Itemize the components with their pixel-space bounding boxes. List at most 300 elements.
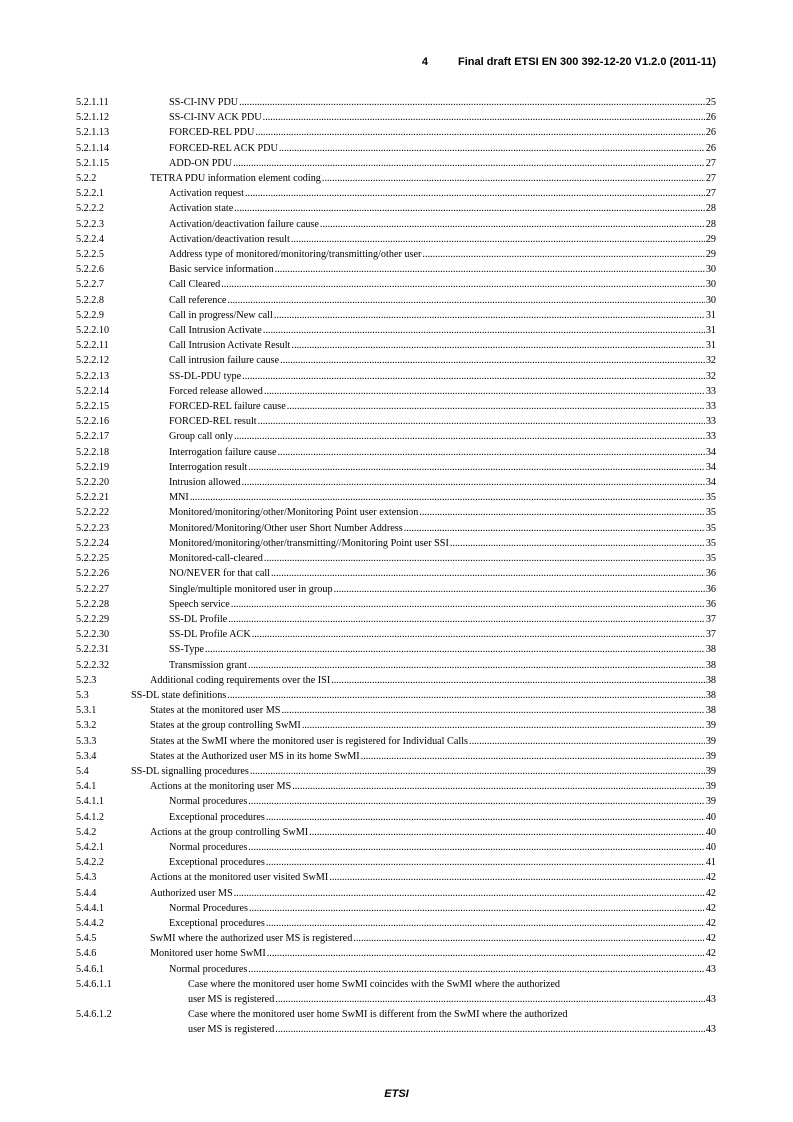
dot-leader: [287, 399, 705, 414]
toc-entry-page: 29: [705, 249, 716, 261]
toc-entry-number: 5.3.2: [76, 720, 97, 732]
toc-entry-title: FORCED-REL ACK PDU: [169, 142, 278, 154]
toc-entry-title: SS-DL state definitions: [131, 689, 227, 701]
toc-entry[interactable]: [76, 582, 716, 597]
document-title: Final draft ETSI EN 300 392-12-20 V1.2.0 (2011-11): [457, 56, 716, 68]
toc-entry-page: 33: [705, 401, 716, 413]
toc-entry[interactable]: [76, 429, 716, 444]
dot-leader: [275, 992, 705, 1007]
toc-entry-number: 5.4.3: [76, 872, 97, 884]
toc-entry-number: 5.4.1: [76, 781, 97, 793]
toc-entry[interactable]: [76, 262, 716, 277]
toc-entry-title: Call Intrusion Activate: [169, 325, 262, 337]
toc-entry[interactable]: [76, 673, 716, 688]
dot-leader: [248, 962, 704, 977]
toc-entry-title: Normal Procedures: [169, 902, 248, 914]
toc-entry-title: SS-DL Profile ACK: [169, 629, 251, 641]
toc-entry[interactable]: [76, 505, 716, 520]
toc-entry-page: 39: [705, 781, 716, 793]
toc-entry-page: 43: [705, 1024, 716, 1036]
toc-entry[interactable]: [76, 810, 716, 825]
toc-entry-number: 5.4.1.1: [76, 796, 105, 808]
toc-entry-number: 5.4: [76, 765, 89, 777]
toc-entry-title: States at the monitored user MS: [150, 705, 281, 717]
dot-leader: [322, 171, 705, 186]
toc-entry-page: 38: [705, 689, 716, 701]
toc-entry-number: 5.2.2.26: [76, 568, 110, 580]
toc-entry-title: Intrusion allowed: [169, 477, 241, 489]
toc-entry-number: 5.4.6.1.1: [76, 978, 112, 990]
toc-entry-number: 5.2.1.15: [76, 157, 110, 169]
toc-entry-title: Monitored user home SwMI: [150, 948, 266, 960]
dot-leader: [353, 931, 705, 946]
toc-entry-title: Transmission grant: [169, 659, 248, 671]
toc-entry-title: States at the Authorized user MS in its home SwMI: [150, 750, 360, 762]
toc-entry-number: 5.2.2: [76, 173, 97, 185]
toc-entry-title: SS-CI-INV PDU: [169, 97, 239, 108]
dot-leader: [255, 125, 704, 140]
dot-leader: [279, 141, 705, 156]
toc-entry[interactable]: [76, 718, 716, 733]
toc-entry-page: 34: [705, 477, 716, 489]
toc-entry-title: Single/multiple monitored user in group: [169, 583, 333, 595]
dot-leader: [248, 840, 704, 855]
toc-entry-title: Case where the monitored user home SwMI is different from the SwMI where the authorized: [188, 1009, 568, 1021]
toc-entry-title: Case where the monitored user home SwMI coincides with the SwMI where the authorized: [188, 978, 561, 990]
toc-entry[interactable]: [76, 855, 716, 870]
toc-entry-number: 5.2.2.17: [76, 431, 110, 443]
toc-entry-page: 38: [705, 644, 716, 656]
toc-entry-page: 35: [705, 492, 716, 504]
toc-entry-number: 5.2.1.14: [76, 142, 110, 154]
toc-entry-page: 35: [705, 537, 716, 549]
dot-leader: [258, 414, 705, 429]
toc-entry-title: Actions at the group controlling SwMI: [150, 826, 309, 838]
toc-entry-title: Interrogation failure cause: [169, 446, 277, 458]
toc-entry-title: Exceptional procedures: [169, 917, 265, 929]
dot-leader: [266, 916, 705, 931]
toc-entry[interactable]: [76, 399, 716, 414]
toc-entry-page: 26: [705, 112, 716, 124]
toc-entry-number: 5.2.2.6: [76, 264, 105, 276]
toc-entry[interactable]: [76, 962, 716, 977]
dot-leader: [334, 582, 705, 597]
toc-entry-page: 36: [705, 568, 716, 580]
toc-entry-title: Activation state: [169, 203, 234, 215]
toc-entry[interactable]: [76, 277, 716, 292]
toc-entry-page: 28: [705, 218, 716, 230]
toc-entry[interactable]: [76, 217, 716, 232]
dot-leader: [242, 475, 705, 490]
toc-entry-number: 5.2.2.19: [76, 461, 110, 473]
dot-leader: [234, 429, 705, 444]
toc-entry[interactable]: [76, 110, 716, 125]
toc-entry-page: 36: [705, 583, 716, 595]
toc-entry-number: 5.2.2.1: [76, 188, 105, 200]
toc-entry-title: SS-DL-PDU type: [169, 370, 242, 382]
toc-entry[interactable]: [76, 688, 716, 703]
toc-entry-page: 42: [705, 872, 716, 884]
dot-leader: [309, 825, 705, 840]
dot-leader: [281, 703, 704, 718]
toc-entry-title: FORCED-REL PDU: [169, 127, 255, 139]
toc-entry-title: SS-DL Profile: [169, 613, 228, 625]
toc-entry-page: 39: [705, 765, 716, 777]
toc-entry[interactable]: [76, 308, 716, 323]
toc-entry-title: States at the SwMI where the monitored user is registered for Individual Calls: [150, 735, 469, 747]
toc-entry-number: 5.4.6.1: [76, 963, 105, 975]
toc-entry-page: 42: [705, 887, 716, 899]
toc-entry-number: 5.2.2.11: [76, 340, 109, 352]
dot-leader: [469, 734, 705, 749]
toc-entry-number: 5.2.2.20: [76, 477, 110, 489]
dot-leader: [291, 232, 705, 247]
dot-leader: [331, 673, 705, 688]
toc-entry-page: 25: [705, 97, 716, 108]
dot-leader: [245, 186, 705, 201]
toc-entry-title: NO/NEVER for that call: [169, 568, 270, 580]
toc-entry-number: 5.2.2.9: [76, 309, 105, 321]
dot-leader: [249, 901, 705, 916]
toc-entry[interactable]: [76, 323, 716, 338]
toc-entry[interactable]: [76, 658, 716, 673]
toc-entry-number: 5.2.2.27: [76, 583, 110, 595]
toc-entry-page: 43: [705, 993, 716, 1005]
toc-entry-page: 40: [705, 841, 716, 853]
dot-leader: [404, 521, 705, 536]
toc-entry[interactable]: [76, 338, 716, 353]
toc-entry-page: 36: [705, 598, 716, 610]
toc-entry-title: Authorized user MS: [150, 887, 233, 899]
toc-entry-number: 5.4.2: [76, 826, 97, 838]
toc-entry-page: 33: [705, 385, 716, 397]
toc-entry-number: 5.2.2.5: [76, 249, 105, 261]
dot-leader: [263, 323, 705, 338]
toc-entry-title: Monitored-call-cleared: [169, 553, 263, 565]
dot-leader: [274, 308, 705, 323]
toc-entry-number: 5.2.2.21: [76, 492, 110, 504]
table-of-contents: [76, 95, 716, 1038]
dot-leader: [275, 262, 705, 277]
toc-entry-number: 5.4.2.1: [76, 841, 105, 853]
toc-entry-page: 40: [705, 811, 716, 823]
toc-entry-page: 34: [705, 446, 716, 458]
toc-entry-number: 5.2.1.11: [76, 97, 109, 108]
toc-entry-page: 33: [705, 431, 716, 443]
toc-entry-page: 30: [705, 279, 716, 291]
dot-leader: [271, 566, 705, 581]
toc-entry-number: 5.3.3: [76, 735, 97, 747]
toc-entry-page: 35: [705, 553, 716, 565]
toc-entry-number: 5.2.2.3: [76, 218, 105, 230]
dot-leader: [266, 810, 705, 825]
toc-entry-number: 5.2.2.22: [76, 507, 110, 519]
toc-entry-title: Call intrusion failure cause: [169, 355, 280, 367]
toc-entry-title: SS-DL signalling procedures: [131, 765, 249, 777]
toc-entry-page: 27: [705, 188, 716, 200]
dot-leader: [291, 338, 704, 353]
toc-entry-number: 5.4.1.2: [76, 811, 105, 823]
toc-entry-title: Speech service: [169, 598, 230, 610]
toc-entry-number: 5.2.2.12: [76, 355, 110, 367]
toc-entry-number: 5.4.6: [76, 948, 97, 960]
toc-entry-number: 5.2.2.10: [76, 325, 110, 337]
page-footer: ETSI: [384, 1088, 409, 1100]
toc-entry-title: Monitored/monitoring/other/Monitoring Point user extension: [169, 507, 419, 519]
toc-entry-page: 42: [705, 917, 716, 929]
toc-entry[interactable]: [76, 414, 716, 429]
toc-entry-number: 5.2.2.29: [76, 613, 110, 625]
toc-entry[interactable]: [76, 475, 716, 490]
toc-entry-page: 38: [705, 659, 716, 671]
toc-entry-title: Normal procedures: [169, 841, 248, 853]
toc-entry[interactable]: [76, 460, 716, 475]
dot-leader: [205, 642, 705, 657]
toc-entry-number: 5.4.5: [76, 933, 97, 945]
toc-entry-number: 5.4.4: [76, 887, 97, 899]
toc-entry-title: Interrogation result: [169, 461, 248, 473]
toc-entry-title: FORCED-REL result: [169, 416, 257, 428]
toc-entry[interactable]: [76, 977, 716, 1007]
toc-entry-number: 5.3.1: [76, 705, 97, 717]
toc-entry-number: 5.2.2.28: [76, 598, 110, 610]
toc-entry-title: Actions at the monitoring user MS: [150, 781, 292, 793]
toc-entry-title: Normal procedures: [169, 796, 248, 808]
toc-entry-number: 5.4.4.1: [76, 902, 105, 914]
toc-entry-title: MNI: [169, 492, 189, 504]
toc-entry-page: 33: [705, 416, 716, 428]
toc-entry-page: 37: [705, 629, 716, 641]
toc-entry-number: 5.2.2.8: [76, 294, 105, 306]
toc-entry-title: Activation/deactivation result: [169, 233, 290, 245]
toc-entry-title-continued: user MS is registered: [188, 1024, 275, 1036]
toc-entry-number: 5.2.2.24: [76, 537, 110, 549]
toc-entry[interactable]: [76, 794, 716, 809]
toc-entry[interactable]: [76, 612, 716, 627]
dot-leader: [233, 156, 705, 171]
toc-entry[interactable]: [76, 156, 716, 171]
toc-entry-number: 5.2.2.4: [76, 233, 105, 245]
toc-entry-title: Address type of monitored/monitoring/transmitting/other user: [169, 249, 422, 261]
toc-entry[interactable]: [76, 566, 716, 581]
toc-entry-page: 27: [705, 173, 716, 185]
dot-leader: [248, 460, 704, 475]
toc-entry-page: 40: [705, 826, 716, 838]
toc-entry[interactable]: [76, 627, 716, 642]
dot-leader: [361, 749, 705, 764]
dot-leader: [302, 718, 705, 733]
toc-entry-number: 5.4.2.2: [76, 857, 105, 869]
dot-leader: [234, 886, 705, 901]
dot-leader: [329, 870, 705, 885]
toc-entry[interactable]: [76, 870, 716, 885]
toc-entry-page: 32: [705, 355, 716, 367]
toc-entry-title: Normal procedures: [169, 963, 248, 975]
toc-entry[interactable]: [76, 490, 716, 505]
page-header: [0, 56, 716, 68]
toc-entry-title: Activation request: [169, 188, 244, 200]
toc-entry-title: Call reference: [169, 294, 227, 306]
toc-entry[interactable]: [76, 247, 716, 262]
toc-entry[interactable]: [76, 171, 716, 186]
dot-leader: [234, 201, 705, 216]
toc-entry-page: 39: [705, 796, 716, 808]
toc-entry-number: 5.2.2.14: [76, 385, 110, 397]
toc-entry[interactable]: [76, 186, 716, 201]
toc-entry-page: 39: [705, 720, 716, 732]
toc-entry[interactable]: [76, 551, 716, 566]
toc-entry-number: 5.3.4: [76, 750, 97, 762]
dot-leader: [227, 688, 705, 703]
dot-leader: [248, 658, 705, 673]
dot-leader: [320, 217, 705, 232]
toc-entry-number: 5.2.1.12: [76, 112, 110, 124]
toc-entry[interactable]: [76, 369, 716, 384]
dot-leader: [190, 490, 705, 505]
toc-entry-page: 35: [705, 522, 716, 534]
toc-entry-title: Forced release allowed: [169, 385, 263, 397]
dot-leader: [227, 293, 704, 308]
toc-entry-number: 5.2.2.15: [76, 401, 110, 413]
toc-entry[interactable]: [76, 445, 716, 460]
toc-entry-page: 38: [705, 674, 716, 686]
dot-leader: [419, 505, 705, 520]
toc-entry-title: Activation/deactivation failure cause: [169, 218, 319, 230]
toc-entry[interactable]: [76, 764, 716, 779]
toc-entry-number: 5.2.2.32: [76, 659, 110, 671]
dot-leader: [248, 794, 704, 809]
dot-leader: [292, 779, 705, 794]
toc-entry[interactable]: [76, 901, 716, 916]
dot-leader: [228, 612, 705, 627]
dot-leader: [264, 551, 705, 566]
toc-entry[interactable]: [76, 703, 716, 718]
toc-entry-page: 38: [705, 705, 716, 717]
toc-entry-number: 5.2.2.18: [76, 446, 110, 458]
toc-entry-page: 31: [705, 325, 716, 337]
toc-entry-number: 5.4.4.2: [76, 917, 105, 929]
toc-entry-page: 30: [705, 294, 716, 306]
dot-leader: [422, 247, 704, 262]
toc-entry-number: 5.2.3: [76, 674, 97, 686]
toc-entry-page: 26: [705, 127, 716, 139]
toc-entry-title: Exceptional procedures: [169, 811, 265, 823]
dot-leader: [221, 277, 705, 292]
toc-entry-title: Additional coding requirements over the ISI: [150, 674, 331, 686]
toc-entry-number: 5.2.2.2: [76, 203, 105, 215]
toc-entry-page: 39: [705, 750, 716, 762]
toc-entry[interactable]: [76, 141, 716, 156]
toc-entry-title: SS-Type: [169, 644, 204, 656]
toc-entry-title: TETRA PDU information element coding: [150, 173, 321, 185]
dot-leader: [263, 110, 705, 125]
toc-entry-page: 42: [705, 902, 716, 914]
toc-entry-number: 5.2.2.23: [76, 522, 110, 534]
toc-entry-page: 31: [705, 309, 716, 321]
toc-entry[interactable]: [76, 95, 716, 110]
toc-entry-page: 39: [705, 735, 716, 747]
toc-entry-page: 31: [705, 340, 716, 352]
toc-entry-page: 30: [705, 264, 716, 276]
toc-entry-title: SwMI where the authorized user MS is registered: [150, 933, 353, 945]
toc-entry[interactable]: [76, 353, 716, 368]
toc-entry[interactable]: [76, 293, 716, 308]
toc-entry-page: 41: [705, 857, 716, 869]
toc-entry-number: 5.2.2.16: [76, 416, 110, 428]
toc-entry-page: 42: [705, 933, 716, 945]
dot-leader: [275, 1022, 705, 1037]
toc-entry[interactable]: [76, 642, 716, 657]
toc-entry-title: Call Cleared: [169, 279, 221, 291]
toc-entry-page: 26: [705, 142, 716, 154]
toc-entry[interactable]: [76, 597, 716, 612]
toc-entry-title: States at the group controlling SwMI: [150, 720, 301, 732]
toc-entry[interactable]: [76, 916, 716, 931]
dot-leader: [450, 536, 705, 551]
toc-entry-title: ADD-ON PDU: [169, 157, 233, 169]
toc-entry-number: 5.2.2.31: [76, 644, 110, 656]
dot-leader: [266, 855, 705, 870]
toc-entry-title: Group call only: [169, 431, 233, 443]
toc-entry[interactable]: [76, 779, 716, 794]
toc-entry[interactable]: [76, 749, 716, 764]
toc-entry-page: 29: [705, 233, 716, 245]
toc-entry-page: 27: [705, 157, 716, 169]
dot-leader: [239, 95, 705, 110]
toc-entry-title: Monitored/monitoring/other/transmitting//Monitoring Point user SSI: [169, 537, 449, 549]
toc-entry-number: 5.2.2.30: [76, 629, 110, 641]
toc-entry-title: FORCED-REL failure cause: [169, 401, 286, 413]
toc-entry-page: 37: [705, 613, 716, 625]
toc-entry-title: Exceptional procedures: [169, 857, 265, 869]
dot-leader: [242, 369, 705, 384]
toc-entry-page: 34: [705, 461, 716, 473]
dot-leader: [264, 384, 705, 399]
toc-entry[interactable]: [76, 521, 716, 536]
dot-leader: [252, 627, 705, 642]
toc-entry[interactable]: [76, 840, 716, 855]
toc-entry-title: Call in progress/New call: [169, 309, 273, 321]
toc-entry-number: 5.3: [76, 689, 89, 701]
toc-entry[interactable]: [76, 734, 716, 749]
toc-entry[interactable]: [76, 1007, 716, 1037]
toc-entry[interactable]: [76, 201, 716, 216]
dot-leader: [277, 445, 704, 460]
toc-entry[interactable]: [76, 825, 716, 840]
toc-entry[interactable]: [76, 536, 716, 551]
toc-entry[interactable]: [76, 886, 716, 901]
dot-leader: [267, 946, 705, 961]
toc-entry-title-continued: user MS is registered: [188, 993, 275, 1005]
toc-entry-number: 5.2.1.13: [76, 127, 110, 139]
toc-entry-title: Basic service information: [169, 264, 274, 276]
toc-entry[interactable]: [76, 946, 716, 961]
dot-leader: [250, 764, 705, 779]
toc-entry[interactable]: [76, 931, 716, 946]
toc-entry[interactable]: [76, 125, 716, 140]
toc-entry-page: 43: [705, 963, 716, 975]
toc-entry-number: 5.2.2.25: [76, 553, 110, 565]
toc-entry[interactable]: [76, 384, 716, 399]
toc-entry-number: 5.2.2.13: [76, 370, 110, 382]
toc-entry-title: SS-CI-INV ACK PDU: [169, 112, 262, 124]
toc-entry-page: 35: [705, 507, 716, 519]
toc-entry-page: 28: [705, 203, 716, 215]
toc-entry-title: Actions at the monitored user visited SwMI: [150, 872, 329, 884]
toc-entry-title: Call Intrusion Activate Result: [169, 340, 291, 352]
toc-entry[interactable]: [76, 232, 716, 247]
page-number: 4: [421, 56, 428, 68]
